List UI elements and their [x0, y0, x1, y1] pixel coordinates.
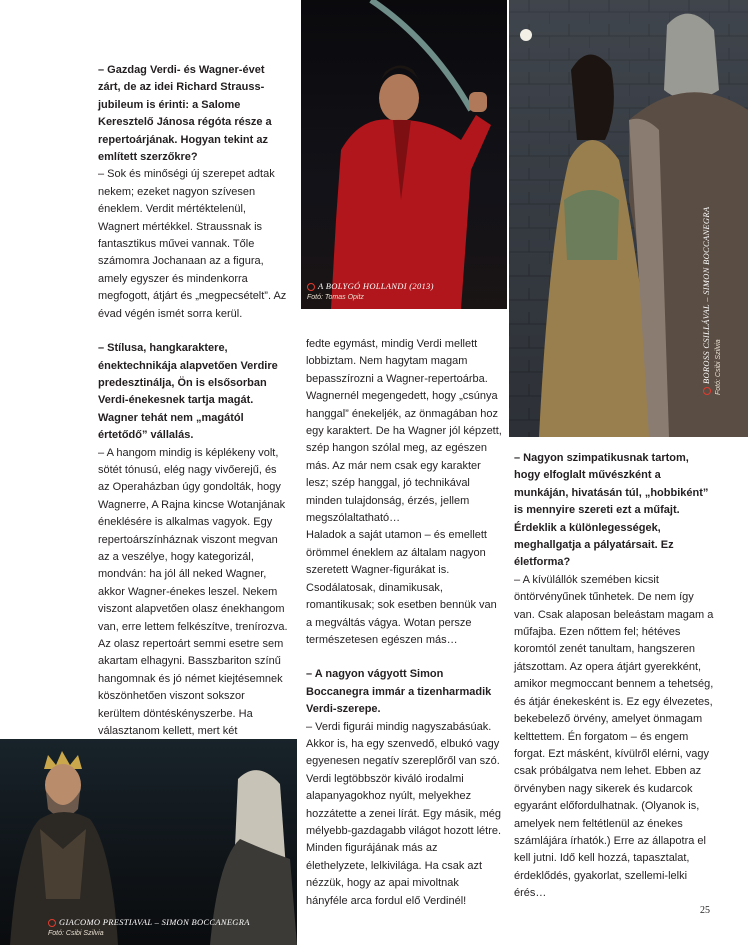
caption-hollandi: A BOLYGÓ HOLLANDI (2013) [307, 281, 434, 291]
caption-bullet-icon [307, 283, 315, 291]
hollandi-figure-illustration [301, 0, 507, 309]
answer-2: – A hangom mindig is képlékeny volt, sötét tónusú, elég nagy vivőerejű, és az Operaházban úgy gondolták, hogy Wagnerre, A Rajna kincse Wotanjának éneklésére is alkalmas vagyok. Egy repertoárszínháznak viszont megvan az a veszélye, hogy kategorizál, mondván: ha jól áll neked Wagner, akkor Wagner-énekes leszel. Nekem viszont alapvetően olasz énekhangom van, erre lettem felkészítve, trenírozva. Az olasz repertoárt semmi esetre sem akartam elhagyni. Basszbariton színű hangomnak és jó német kiejtésemnek köszönhetően viszont sokszor kerültem döntéskényszerbe. Ha választanom kellett, mert két [98, 446, 288, 738]
credit-prestiava: Fotó: Csibi Szilvia [48, 930, 104, 937]
photo-bolygo-hollandi [301, 0, 507, 309]
photo-boross-csillaval [509, 0, 748, 437]
photo-giacomo-prestiaval [0, 739, 297, 945]
col2-paragraph-1: fedte egymást, mindig Verdi mellett lobbiztam. Nem hagytam magam bepasszírozni a Wagner-repertoárba. Wagnernél megengedett, hogy „csúnya hanggal” énekeljék, az önmagában hoz egy karaktert. De ha Wagner jól képzett, szép hangon szólal meg, az egészen más. Az már nem csak egy karakter lesz; szép hanggal, jó technikával minden tulajdonság, érzés, jellem megszólaltatható… [306, 338, 502, 525]
question-4: – Nagyon szimpatikusnak tartom, hogy elfoglalt művészként a munkáján, hivatásán túl, „hobbiként” is mennyire szereti ezt a műfajt. Érdeklik a különlegességek, meghallgatja a pályatársait. Ez életforma? [514, 452, 709, 569]
question-3: – A nagyon vágyott Simon Boccanegra immár a tizenharmadik Verdi-szerepe. [306, 668, 492, 716]
question-1: – Gazdag Verdi- és Wagner-évet zárt, de az idei Richard Strauss-jubileum is érinti: a Salome Keresztelő Jánosa régóta része a repertoárjának. Hogyan tekint az említett szerzőkre? [98, 64, 272, 164]
caption-bullet-icon [703, 387, 711, 395]
column-3 [514, 450, 716, 903]
answer-4: – A kívülállók szemében kicsit öntörvényűnek tűnhetek. De nem így van. Csak alaposan beleástam magam a műfajba. Ezen nőttem fel; hétéves koromtól zenét tanultam, hangszeren játszottam. Az opera átjárt gyerekként, amikor megmoccant bennem a tehetség, és átjár énekesként is. Ez egy élvezetes, bekebelező örvény, amelyet önmagam kelttettem. Én forgatom – és engem forgat. Ezt másként, kívülről elérni, vagy csak próbálgatva nem lehet. Ebben az örvényben nagy sikerek és kudarcok egyaránt előfordulhatnak. (Olyanok is, amelyek nem feltétlenül az énekes számlájára írhatók.) Erre az állapotra el kell jutni. Idő kell hozzá, tapasztalat, érdeklődés, gyakorlat, szellemi-lelki érés… [514, 573, 714, 900]
column-2 [306, 336, 502, 910]
col2-paragraph-2: Haladok a saját utamon – és emellett örömmel éneklem az általam nagyon szeretett Wagner-figurákat is. Csodálatosak, dinamikusak, romantikusak; sok esetben bennük van a megváltás vágya. Wotan persze természetesen egészen más… [306, 529, 497, 646]
answer-3: – Verdi figurái mindig nagyszabásúak. Akkor is, ha egy szenvedő, elbukó vagy egyenesen negatív szereplőről van szó. Verdi legtöbbször kiváló irodalmi alapanyagokhoz nyúlt, melyekhez hozzátette a zenei lírát. Egy másik, még mélyebb-gazdagabb világot hozott létre. Minden figurájának más az élethelyzete, lelkivilága. Ha csak azt nézzük, hogy az apai mivoltnak hányféle arca fordul elő Verdinél! [306, 720, 502, 907]
caption-boross: BOROSS CSILLÁVAL – SIMON BOCCANEGRA [701, 207, 711, 395]
caption-prestiava: GIACOMO PRESTIAVAL – SIMON BOCCANEGRA [48, 917, 250, 927]
answer-1: – Sok és minőségi új szerepet adtak nekem; ezeket nagyon szívesen éneklem. Verdit mértéktelenül, Wagnert mértékkel. Straussnak is fantasztikus művei vannak. Tőle számomra Jochanaan az a figura, amely egyszer és mindenkorra megfogott, átjárt és „megpecsételt”. Az évad végén ismét sorra kerül. [98, 168, 287, 320]
prestiaval-figures-illustration [0, 739, 297, 945]
question-2: – Stílusa, hangkaraktere, énektechnikája alapvetően Verdire predesztinálja, Ön is elsősorban Verdi-énekesnek tartja magát. Wagner tehát nem „magától értetődő” vállalás. [98, 342, 278, 442]
page-number: 25 [700, 905, 710, 916]
column-1 [98, 62, 288, 758]
credit-hollandi: Fotó: Tomas Opitz [307, 294, 364, 301]
caption-bullet-icon [48, 919, 56, 927]
boross-figures-illustration [509, 0, 748, 437]
credit-boross: Fotó: Csibi Szilvia [715, 339, 722, 395]
